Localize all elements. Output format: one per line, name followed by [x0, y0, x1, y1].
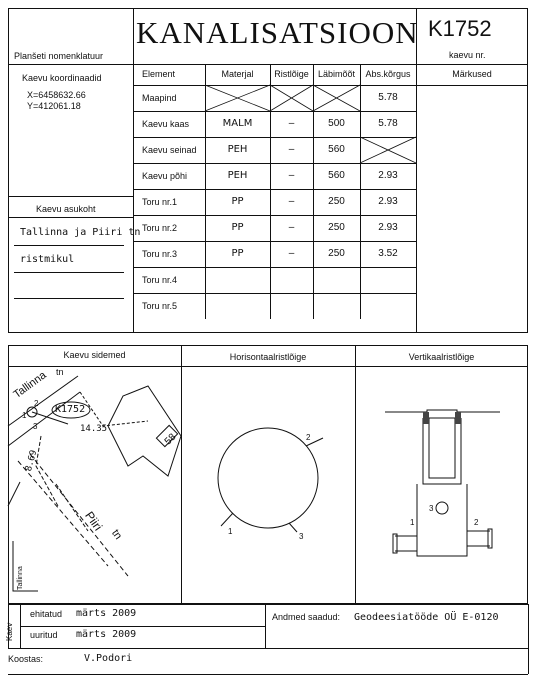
table-cell-diameter: 560 [328, 144, 345, 155]
built-value: märts 2009 [76, 608, 137, 619]
plansheet-label: Planšeti nomenklatuur [14, 51, 104, 61]
built-label: ehitatud [30, 609, 63, 619]
horizontal-pipe-2: 2 [306, 433, 311, 442]
table-cell-material: PEH [227, 170, 248, 181]
table-cell-elevation: 5.78 [378, 92, 398, 103]
table-header-cell: Abs.kõrgus [365, 69, 411, 79]
table-cell-element: Kaevu seinad [142, 145, 197, 155]
well-no-label: kaevu nr. [449, 50, 486, 60]
coords-label: Kaevu koordinaadid [22, 73, 102, 83]
table-cell-element: Toru nr.4 [142, 275, 178, 285]
vertical-pipe-3: 3 [429, 504, 434, 513]
data-source-label: Andmed saadud: [272, 612, 341, 622]
table-cell-material: PP [231, 196, 244, 207]
table-cell-element: Maapind [142, 93, 177, 103]
location-line1: Tallinna ja Piiri tn [20, 227, 141, 238]
table-header-cell: Element [142, 69, 176, 79]
map-well-label: K1752 [55, 404, 86, 415]
table-cell-material: PEH [227, 144, 248, 155]
vertical-pipe-1: 1 [410, 518, 415, 527]
table-cell-element: Toru nr.5 [142, 301, 178, 311]
coord-x: X=6458632.66 [27, 90, 86, 100]
map-building-number: 58 [162, 431, 179, 448]
map-pipe-2: 2 [34, 399, 39, 408]
table-crosses [0, 0, 544, 340]
table-header-cell: Märkused [452, 69, 492, 79]
well-id: K1752 [428, 16, 492, 41]
coord-y: Y=412061.18 [27, 101, 81, 111]
table-cell-element: Toru nr.1 [142, 197, 178, 207]
table-cell-cross: – [288, 222, 295, 233]
table-cell-diameter: 560 [328, 170, 345, 181]
map-distance-1: 14.35 [80, 424, 108, 434]
location-label: Kaevu asukoht [36, 204, 96, 214]
horizontal-pipe-1: 1 [228, 527, 233, 536]
table-cell-cross: – [288, 248, 295, 259]
table-header-cell: Materjal [221, 69, 254, 79]
table-cell-elevation: 2.93 [378, 222, 398, 233]
footer-well-label: Kaev [5, 622, 14, 641]
vertical-section-sketch [355, 366, 528, 604]
map-street-tallinna: Tallinna [11, 369, 49, 401]
map-street-tallinna-tail: tn [56, 367, 64, 377]
table-cell-diameter: 250 [328, 196, 345, 207]
table-cell-diameter: 250 [328, 222, 345, 233]
table-cell-element: Kaevu põhi [142, 171, 188, 181]
map-pipe-3: 3 [33, 422, 38, 431]
table-cell-diameter: 500 [328, 118, 345, 129]
table-cell-material: MALM [222, 118, 253, 129]
table-cell-elevation: 5.78 [378, 118, 398, 129]
table-cell-elevation: 3.52 [378, 248, 398, 259]
table-cell-cross: – [288, 196, 295, 207]
table-cell-cross: – [288, 170, 295, 181]
surveyed-value: märts 2009 [76, 629, 137, 640]
vertical-pipe-2: 2 [474, 518, 479, 527]
table-cell-element: Kaevu kaas [142, 119, 190, 129]
table-cell-element: Toru nr.2 [142, 223, 178, 233]
author-value: V.Podori [84, 653, 133, 664]
vertical-title: Vertikaalristlõige [408, 352, 475, 362]
map-pipe-1: 1 [22, 411, 27, 420]
table-cell-element: Toru nr.3 [142, 249, 178, 259]
ties-title: Kaevu sidemed [63, 350, 126, 360]
page-title: KANALISATSIOON [136, 15, 419, 50]
author-label: Koostas: [8, 654, 44, 664]
table-cell-material: PP [231, 222, 244, 233]
table-cell-cross: – [288, 118, 295, 129]
table-cell-diameter: 250 [328, 248, 345, 259]
table-header-cell: Läbimõõt [317, 69, 356, 79]
data-source-value: Geodeesiatööde OÜ E-0120 [354, 612, 499, 623]
map-street-piiri-tail: tn [108, 527, 125, 542]
table-cell-elevation: 2.93 [378, 170, 398, 181]
horizontal-section-sketch [181, 366, 355, 604]
table-header-cell: Ristlõige [274, 69, 309, 79]
surveyed-label: uuritud [30, 630, 58, 640]
map-street-piiri: Piiri [82, 508, 106, 534]
horizontal-title: Horisontaalristlõige [229, 352, 307, 362]
map-distance-2: 8.69 [24, 449, 40, 473]
table-cell-cross: – [288, 144, 295, 155]
table-cell-material: PP [231, 248, 244, 259]
table-cell-elevation: 2.93 [378, 196, 398, 207]
map-street-tallinna-lower: Tallinna [17, 566, 24, 590]
horizontal-pipe-3: 3 [299, 532, 304, 541]
location-line2: ristmikul [20, 254, 75, 265]
